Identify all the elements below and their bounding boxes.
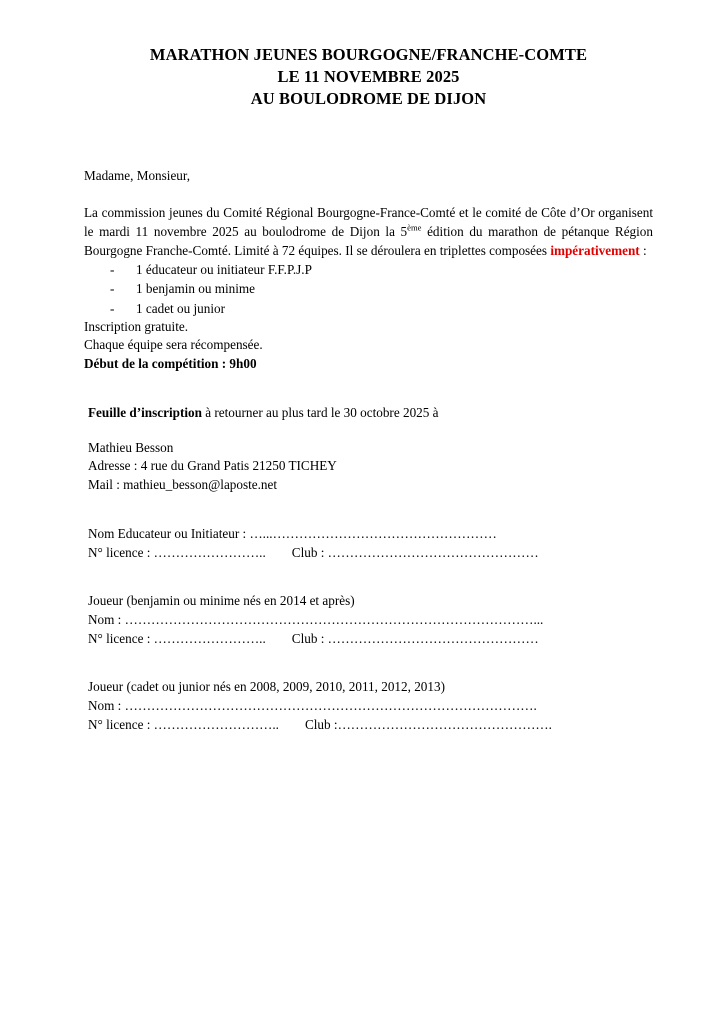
document-title <box>84 44 653 109</box>
emphasis-imperativement: impérativement <box>550 242 640 258</box>
list-item: - 1 benjamin ou minime <box>110 279 653 298</box>
contact-mail: Mail : mathieu_besson@laposte.net <box>88 477 278 493</box>
educator-name-field[interactable]: Nom Educateur ou Initiateur : …...…………………………………………… <box>88 525 497 541</box>
educator-licence-club-row <box>88 544 653 563</box>
registration-rest: à retourner au plus tard le 30 octobre 2025 à <box>201 404 439 420</box>
title-line-3: AU BOULODROME DE DIJON <box>250 88 487 108</box>
player-cadet-licence-field[interactable]: N° licence : ……………………….. <box>88 716 279 732</box>
competition-start: Début de la compétition : 9h00 <box>84 356 257 372</box>
educator-club-field[interactable]: Club : ………………………………………… <box>291 544 539 560</box>
spacer <box>84 562 653 592</box>
intro-part-3: : <box>639 242 647 258</box>
note-recompense: Chaque équipe sera récompensée. <box>84 337 263 353</box>
player-young-name-field[interactable]: Nom : …………………………………………………………………………………... <box>88 612 544 627</box>
form-player-cadet <box>84 678 653 734</box>
player-cadet-name-field[interactable]: Nom : …………………………………………………………………………………. <box>88 698 537 714</box>
spacer <box>84 374 653 404</box>
educator-licence-field[interactable]: N° licence : …………………….. <box>88 544 266 560</box>
form-educator <box>84 525 653 562</box>
title-line-1: MARATHON JEUNES BOURGOGNE/FRANCHE-COMTE <box>149 45 588 64</box>
player-cadet-heading: Joueur (cadet ou junior nés en 2008, 2009, 2010, 2011, 2012, 2013) <box>88 679 445 695</box>
player-cadet-licence-club-row <box>88 716 653 735</box>
ordinal-suffix: ème <box>407 222 422 233</box>
player-young-licence-field[interactable]: N° licence : …………………….. <box>88 630 266 646</box>
list-item: - 1 cadet ou junior <box>110 299 653 318</box>
spacer <box>84 495 653 525</box>
contact-name: Mathieu Besson <box>88 439 174 455</box>
intro-part-1: La commission jeunes du Comité Régional Bourgogne-France-Comté et le comité de Côte d’Or organisent le mardi 11 novembre 2025 au boulodrome de Dijon la 5 <box>84 205 653 239</box>
composition-list <box>84 260 653 317</box>
form-player-young <box>84 592 653 648</box>
title-line-2: LE 11 NOVEMBRE 2025 <box>277 66 460 86</box>
list-item: - 1 éducateur ou initiateur F.F.P.J.P <box>110 260 653 279</box>
intro-paragraph <box>84 204 653 260</box>
player-young-licence-club-row <box>88 630 653 649</box>
player-cadet-club-field[interactable]: Club :…………………………………………. <box>304 716 552 732</box>
salutation: Madame, Monsieur, <box>84 168 191 184</box>
player-young-club-field[interactable]: Club : ………………………………………… <box>291 630 539 646</box>
spacer <box>84 423 653 439</box>
spacer <box>84 648 653 678</box>
player-young-heading: Joueur (benjamin ou minime nés en 2014 et après) <box>88 593 355 609</box>
registration-line <box>84 404 653 423</box>
document-body <box>84 167 653 734</box>
contact-address: Adresse : 4 rue du Grand Patis 21250 TICHEY <box>88 458 337 474</box>
note-inscription-gratuite: Inscription gratuite. <box>84 318 189 334</box>
registration-bold: Feuille d’inscription <box>88 404 202 420</box>
intro-part-2: édition du marathon de pétanque Région Bourgogne Franche-Comté. Limité à 72 équipes. Il se déroulera en triplettes composées <box>84 223 653 258</box>
